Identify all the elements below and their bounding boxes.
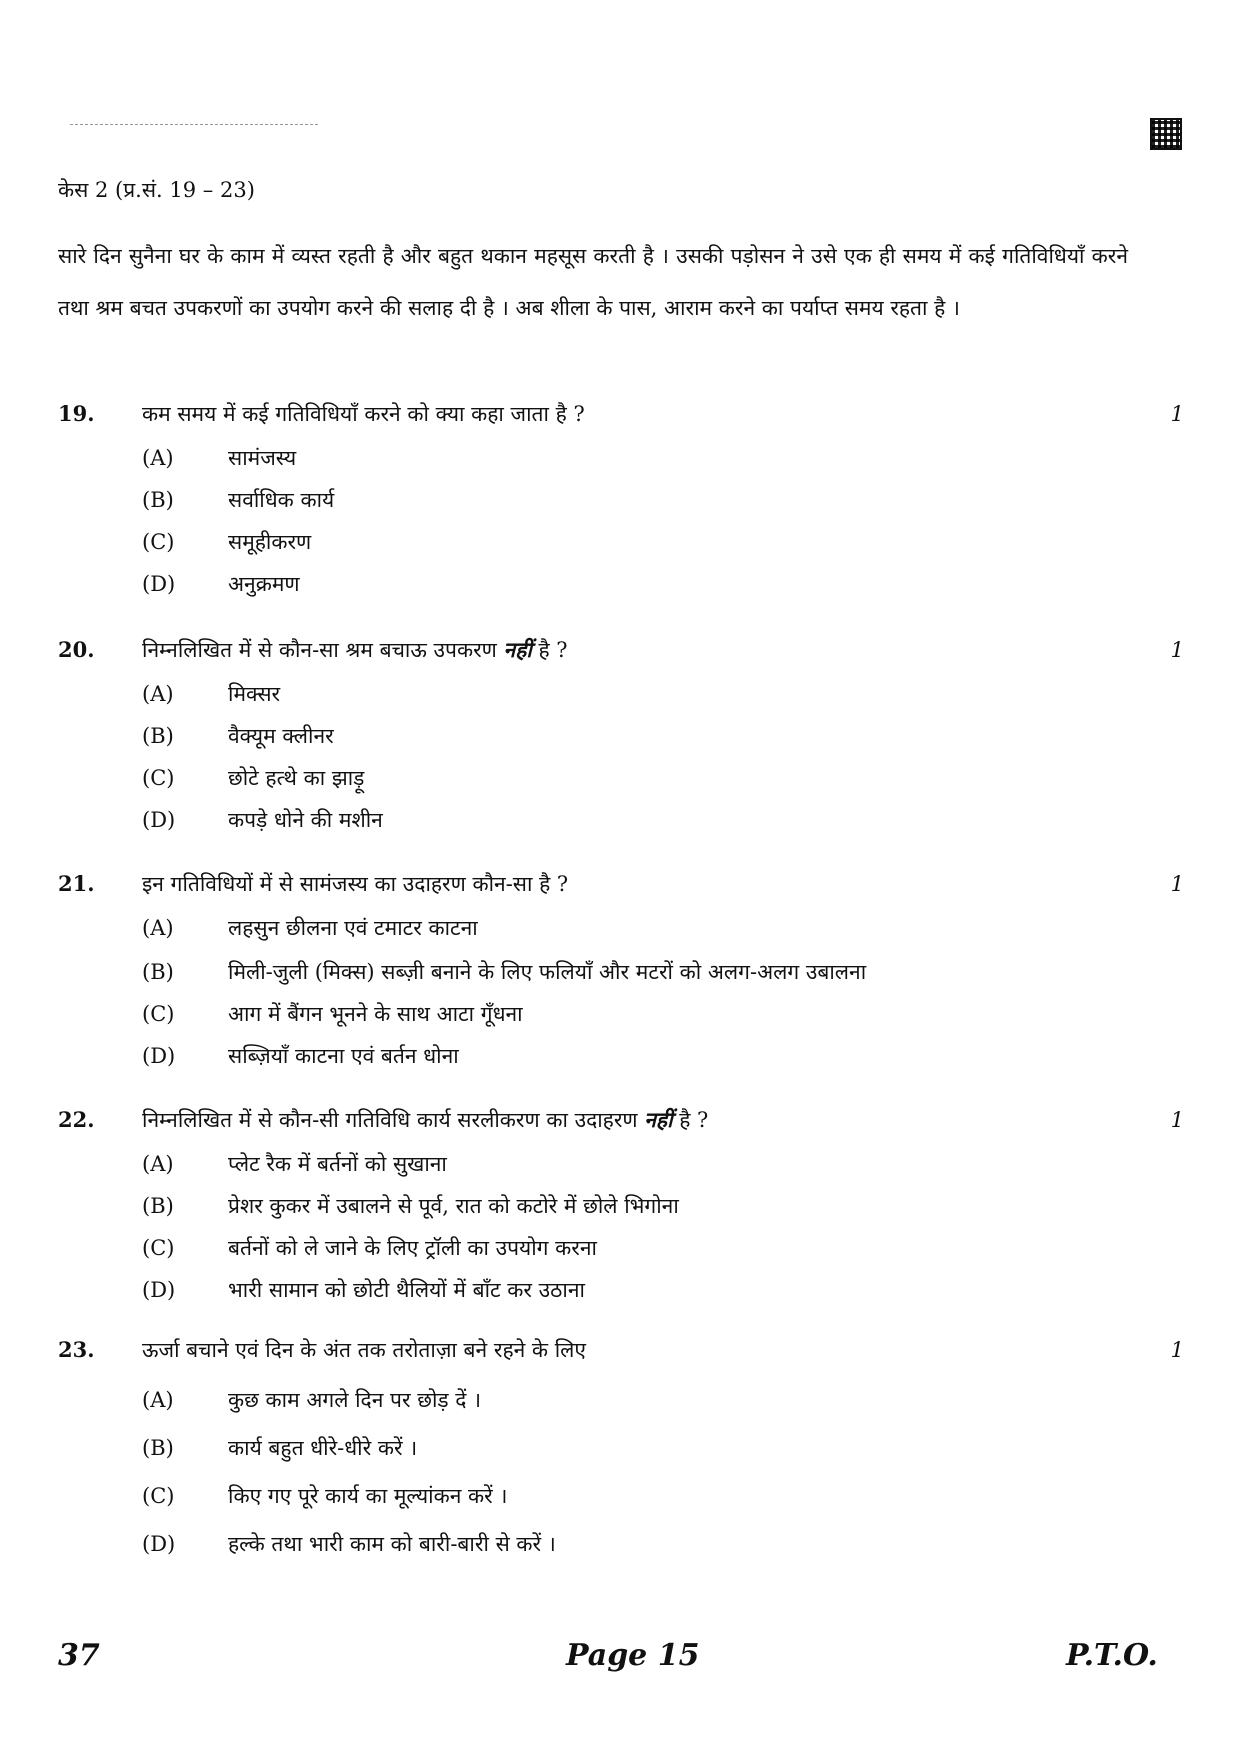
option-a: (A) कुछ काम अगले दिन पर छोड़ दें । (142, 1388, 482, 1412)
emphasis-not: नहीं (644, 1107, 673, 1132)
header-rule (70, 124, 318, 125)
footer-page-number: Page 15 (566, 1638, 700, 1673)
option-d: (D) सब्ज़ियाँ काटना एवं बर्तन धोना (142, 1044, 459, 1068)
question-number: 19. (58, 401, 95, 426)
option-a: (A) प्लेट रैक में बर्तनों को सुखाना (142, 1152, 447, 1176)
question-23 (58, 1336, 1184, 1558)
option-c: (C) समूहीकरण (142, 530, 312, 554)
option-b: (B) कार्य बहुत धीरे-धीरे करें । (142, 1436, 418, 1460)
question-text: निम्नलिखित में से कौन-सी गतिविधि कार्य सरलीकरण का उदाहरण नहीं है ? (142, 1107, 709, 1132)
option-b: (B) मिली-जुली (मिक्स) सब्ज़ी बनाने के लिए फलियाँ और मटरों को अलग-अलग उबालना (142, 960, 867, 984)
question-number: 22. (58, 1107, 95, 1132)
question-text: ऊर्जा बचाने एवं दिन के अंत तक तरोताज़ा बने रहने के लिए (142, 1338, 587, 1362)
question-19 (58, 400, 1184, 598)
option-c: (C) बर्तनों को ले जाने के लिए ट्रॉली का उपयोग करना (142, 1236, 597, 1260)
option-d: (D) अनुक्रमण (142, 572, 300, 596)
option-d: (D) हल्के तथा भारी काम को बारी-बारी से करें । (142, 1532, 556, 1556)
question-20 (58, 636, 1184, 834)
footer-pto: P.T.O. (1066, 1638, 1158, 1673)
question-marks: 1 (1170, 638, 1184, 662)
footer-code: 37 (58, 1638, 100, 1673)
question-text: निम्नलिखित में से कौन-सा श्रम बचाऊ उपकरण नहीं है ? (142, 637, 568, 662)
question-22 (58, 1106, 1184, 1304)
option-a: (A) लहसुन छीलना एवं टमाटर काटना (142, 916, 478, 940)
option-b: (B) वैक्यूम क्लीनर (142, 724, 334, 748)
question-marks: 1 (1170, 872, 1184, 896)
option-d: (D) भारी सामान को छोटी थैलियों में बाँट कर उठाना (142, 1278, 585, 1302)
question-number: 21. (58, 871, 95, 896)
option-b: (B) सर्वाधिक कार्य (142, 488, 335, 512)
question-number: 20. (58, 637, 95, 662)
question-marks: 1 (1170, 1108, 1184, 1132)
option-a: (A) सामंजस्य (142, 446, 297, 470)
option-b: (B) प्रेशर कुकर में उबालने से पूर्व, रात को कटोरे में छोले भिगोना (142, 1194, 679, 1218)
option-c: (C) किए गए पूरे कार्य का मूल्यांकन करें । (142, 1484, 508, 1508)
question-number: 23. (58, 1337, 95, 1362)
question-21 (58, 870, 1184, 1070)
case-heading: केस 2 (प्र.सं. 19 – 23) (58, 178, 255, 202)
option-d: (D) कपड़े धोने की मशीन (142, 808, 383, 832)
question-text: कम समय में कई गतिविधियाँ करने को क्या कहा जाता है ? (142, 402, 585, 426)
option-c: (C) आग में बैंगन भूनने के साथ आटा गूँधना (142, 1002, 523, 1026)
option-a: (A) मिक्सर (142, 682, 281, 706)
emphasis-not: नहीं (503, 637, 532, 662)
question-text: इन गतिविधियों में से सामंजस्य का उदाहरण कौन-सा है ? (142, 872, 569, 896)
option-c: (C) छोटे हत्थे का झाड़ू (142, 766, 365, 790)
question-marks: 1 (1170, 402, 1184, 426)
question-marks: 1 (1170, 1338, 1184, 1362)
case-passage: सारे दिन सुनैना घर के काम में व्यस्त रहती है और बहुत थकान महसूस करती है । उसकी पड़ोसन ने उसे एक ही समय में कई गतिविधियाँ करने तथा श्रम बचत उपकरणों का उपयोग करने की सलाह दी है । अब शीला के पास, आराम करने का पर्याप्त समय रहता है । (58, 244, 1128, 320)
qr-code-icon (1150, 118, 1182, 150)
